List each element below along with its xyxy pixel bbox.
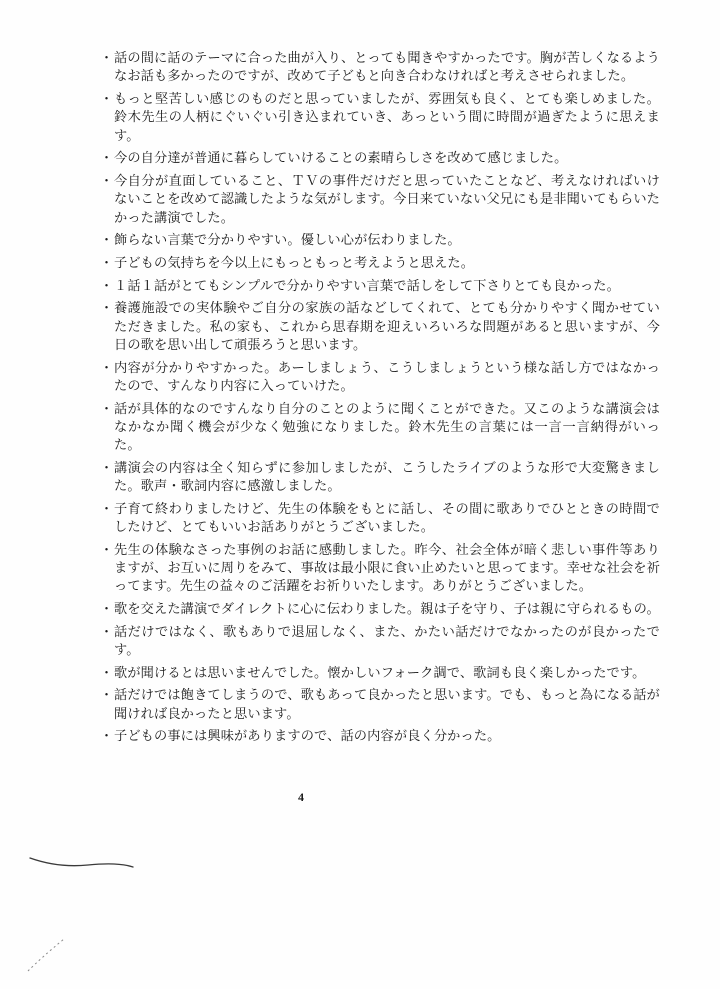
bullet-marker: ・ bbox=[100, 301, 114, 317]
list-item bbox=[100, 624, 660, 661]
bullet-marker: ・ bbox=[100, 401, 114, 417]
bullet-marker: ・ bbox=[100, 460, 114, 476]
comment-text: 話が具体的なのですんなり自分のことのように聞くことができた。又このような講演会はなかなか聞く機会が少なく勉強になりました。鈴木先生の言葉には一言一言納得がいった。 bbox=[114, 401, 660, 454]
comment-list bbox=[100, 50, 660, 751]
page-number: 4 bbox=[298, 790, 304, 804]
list-item bbox=[100, 665, 660, 683]
list-item bbox=[100, 542, 660, 597]
comment-text: 内容が分かりやすかった。あーしましょう、こうしましょうという様な話し方ではなかったので、すんなり内容に入っていけた。 bbox=[114, 360, 660, 394]
list-item bbox=[100, 601, 660, 619]
bullet-marker: ・ bbox=[100, 501, 114, 517]
scan-smudge bbox=[22, 935, 72, 975]
comment-text: 子育て終わりましたけど、先生の体験をもとに話し、その間に歌ありでひとときの時間でしたけど、とてもいいお話ありがとうございました。 bbox=[114, 501, 660, 536]
list-item bbox=[100, 728, 660, 746]
list-item bbox=[100, 50, 660, 87]
list-item bbox=[100, 278, 660, 296]
list-item bbox=[100, 460, 660, 497]
comment-text: １話１話がとてもシンプルで分かりやすい言葉で話しをして下さりとても良かった。 bbox=[114, 278, 620, 294]
comment-text: 先生の体験なさった事例のお話に感動しました。昨今、社会全体が暗く悲しい事件等ありますが、お互いに周りをみて、事故は最小限に食い止めたいと思ってます。幸せな社会を祈ってます。先生の益々のご活躍をお祈りいたします。ありがとうございました。 bbox=[114, 542, 660, 595]
comment-text: 歌が聞けるとは思いませんでした。懐かしいフォーク調で、歌詞も良く楽しかったです。 bbox=[114, 665, 646, 681]
bullet-marker: ・ bbox=[100, 624, 114, 640]
scan-smudge bbox=[28, 852, 138, 872]
list-item bbox=[100, 501, 660, 538]
comment-text: 話の間に話のテーマに合った曲が入り、とっても聞きやすかったです。胸が苦しくなるようなお話も多かったのですが、改めて子どもと向き合わなければと考えさせられました。 bbox=[114, 51, 660, 85]
bullet-marker: ・ bbox=[100, 51, 114, 66]
comment-text: 講演会の内容は全く知らずに参加しましたが、こうしたライブのような形で大変驚きました。歌声・歌詞内容に感激しました。 bbox=[114, 460, 660, 495]
bullet-marker: ・ bbox=[100, 665, 114, 681]
bullet-marker: ・ bbox=[100, 602, 114, 618]
bullet-marker: ・ bbox=[100, 278, 114, 294]
comment-text: 養護施設での実体験やご自分の家族の話などしてくれて、とても分かりやすく聞かせていただきました。私の家も、これから思春期を迎えいろいろな問題があると思いますが、今日の歌を思い出して頑張ろうと思います。 bbox=[114, 301, 660, 353]
comment-text: もっと堅苦しい感じのものだと思っていましたが、雰囲気も良く、とても楽しめました。鈴木先生の人柄にぐいぐい引き込まれていき、あっという間に時間が過ぎたように思えます。 bbox=[114, 91, 660, 144]
bullet-marker: ・ bbox=[100, 360, 114, 376]
comment-text: 今の自分達が普通に暮らしていけることの素晴らしさを改めて感じました。 bbox=[114, 151, 568, 167]
comment-text: 歌を交えた講演でダイレクトに心に伝わりました。親は子を守り、子は親に守られるもの。 bbox=[114, 602, 660, 618]
list-item bbox=[100, 687, 660, 724]
comment-text: 子どもの気持ちを今以上にもっともっと考えようと思えた。 bbox=[114, 255, 475, 271]
bullet-marker: ・ bbox=[100, 729, 114, 745]
comment-text: 話だけではなく、歌もありで退屈しなく、また、かたい話だけでなかったのが良かったです。 bbox=[114, 624, 660, 659]
list-item bbox=[100, 360, 660, 397]
bullet-marker: ・ bbox=[100, 233, 114, 249]
bullet-marker: ・ bbox=[100, 255, 114, 271]
list-item bbox=[100, 232, 660, 250]
list-item bbox=[100, 150, 660, 168]
bullet-marker: ・ bbox=[100, 542, 114, 558]
list-item bbox=[100, 300, 660, 355]
bullet-marker: ・ bbox=[100, 173, 114, 189]
comment-text: 話だけでは飽きてしまうので、歌もあって良かったと思います。でも、もっと為になる話が聞ければ良かったと思います。 bbox=[114, 688, 660, 722]
bullet-marker: ・ bbox=[100, 151, 114, 167]
list-item bbox=[100, 91, 660, 146]
bullet-marker: ・ bbox=[100, 91, 114, 107]
comment-text: 子どもの事には興味がありますので、話の内容が良く分かった。 bbox=[114, 729, 501, 745]
list-item bbox=[100, 255, 660, 273]
list-item bbox=[100, 401, 660, 456]
bullet-marker: ・ bbox=[100, 688, 114, 704]
list-item bbox=[100, 173, 660, 228]
comment-text: 飾らない言葉で分かりやすい。優しい心が伝わりました。 bbox=[114, 233, 461, 249]
comment-text: 今自分が直面していること、ＴＶの事件だけだと思っていたことなど、考えなければいけないことを改めて認識したような気がします。今日来ていない父兄にも是非聞いてもらいたかった講演でした。 bbox=[114, 173, 660, 226]
